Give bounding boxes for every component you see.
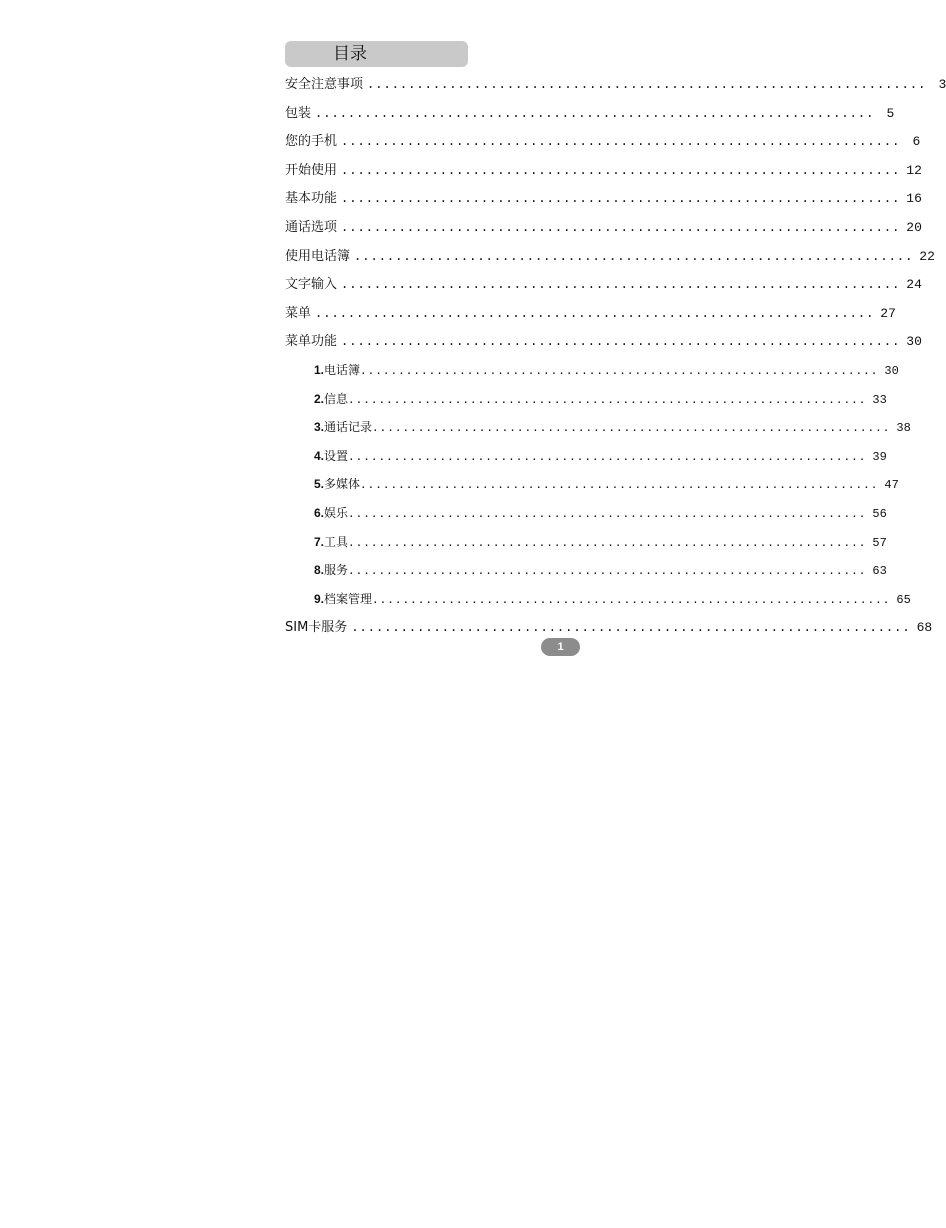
toc-entry-page: 24	[906, 277, 922, 293]
toc-entry[interactable]	[285, 242, 935, 271]
toc-entry-label: 菜单功能	[285, 334, 338, 350]
toc-subentry[interactable]	[285, 585, 911, 614]
toc-entry-page: 16	[906, 191, 922, 207]
leader-dots: ....................................................................	[341, 191, 901, 206]
toc-subentry-label: 娱乐	[324, 505, 349, 520]
leader-dots: ....................................................................	[341, 134, 901, 149]
toc-entry-page: 27	[880, 305, 896, 321]
leader-dots: ....................................................................	[372, 421, 891, 435]
toc-entry-label: 文字输入	[285, 277, 338, 293]
toc-entry[interactable]	[285, 156, 922, 185]
toc-entry[interactable]	[285, 184, 922, 213]
toc-subentry-label: 电话簿	[324, 362, 361, 377]
toc-title: 目录	[285, 41, 468, 67]
toc-subentry-page: 56	[872, 506, 887, 521]
toc-subentry-number: 8.	[314, 563, 325, 578]
toc-entry-label: 基本功能	[285, 191, 338, 207]
toc-subentry-page: 63	[872, 564, 887, 579]
leader-dots: ....................................................................	[372, 592, 891, 606]
table-of-contents	[285, 41, 946, 642]
toc-entry[interactable]	[285, 613, 933, 642]
toc-subentry-page: 30	[884, 363, 899, 378]
toc-subentry-label: 服务	[324, 563, 349, 578]
leader-dots: ....................................................................	[360, 478, 879, 492]
toc-subentry[interactable]	[285, 356, 899, 385]
leader-dots: ....................................................................	[341, 219, 901, 234]
toc-subentry-label: 设置	[324, 448, 349, 463]
toc-subentry-number: 9.	[314, 591, 325, 606]
toc-subentry-page: 38	[896, 421, 911, 436]
toc-subentry-page: 47	[884, 478, 899, 493]
leader-dots: ....................................................................	[351, 620, 911, 635]
toc-subentry[interactable]	[285, 442, 887, 471]
toc-subentry-page: 33	[872, 392, 887, 407]
toc-subentry-page: 65	[896, 592, 911, 607]
toc-subentry-label: 多媒体	[324, 477, 361, 492]
toc-entry-page: 68	[916, 620, 933, 636]
leader-dots: ....................................................................	[348, 564, 867, 578]
leader-dots: ....................................................................	[354, 248, 914, 263]
toc-subentry-number: 2.	[314, 391, 325, 406]
toc-entry-page: 5	[886, 105, 895, 121]
toc-entry-label: 您的手机	[285, 134, 338, 150]
toc-subentry-number: 6.	[314, 505, 325, 520]
leader-dots: ....................................................................	[348, 392, 867, 406]
toc-entry-page: 30	[906, 334, 922, 350]
toc-subentry-label: 档案管理	[324, 591, 373, 606]
toc-subentry-number: 3.	[314, 420, 325, 435]
toc-subentry-page: 57	[872, 535, 887, 550]
toc-entry[interactable]	[285, 127, 921, 156]
toc-entry-label: 使用电话簿	[285, 248, 351, 264]
toc-entry-page: 12	[906, 162, 922, 178]
toc-entry-page: 6	[912, 134, 921, 150]
leader-dots: ....................................................................	[315, 305, 875, 320]
leader-dots: ....................................................................	[348, 535, 867, 549]
toc-subentry[interactable]	[285, 385, 887, 414]
leader-dots: ....................................................................	[360, 363, 879, 377]
toc-subentry-number: 4.	[314, 448, 325, 463]
toc-subentry-page: 39	[872, 449, 887, 464]
toc-subentry-number: 5.	[314, 477, 325, 492]
leader-dots: ....................................................................	[341, 277, 901, 292]
page-number-badge: 1	[541, 638, 580, 656]
toc-entry[interactable]	[285, 299, 896, 328]
toc-subentry[interactable]	[285, 528, 887, 557]
leader-dots: ....................................................................	[315, 105, 875, 120]
toc-entry[interactable]	[285, 99, 895, 128]
toc-entry[interactable]	[285, 70, 946, 99]
toc-subentry-number: 7.	[314, 534, 325, 549]
toc-entry[interactable]	[285, 327, 922, 356]
leader-dots: ....................................................................	[348, 449, 867, 463]
leader-dots: ....................................................................	[341, 162, 901, 177]
toc-entry-label: 开始使用	[285, 162, 338, 178]
toc-subentry-label: 工具	[324, 534, 349, 549]
toc-subentry[interactable]	[285, 470, 899, 499]
toc-subentry[interactable]	[285, 499, 887, 528]
toc-subentry[interactable]	[285, 556, 887, 585]
toc-subentry-number: 1.	[314, 362, 325, 377]
leader-dots: ....................................................................	[341, 334, 901, 349]
toc-entry-label: 安全注意事项	[285, 77, 364, 92]
toc-subentry-label: 通话记录	[324, 420, 373, 435]
toc-entry-page: 22	[919, 248, 935, 264]
toc-entry-label: 菜单	[285, 305, 312, 321]
toc-entry-page: 3	[938, 77, 946, 92]
toc-entry[interactable]	[285, 213, 922, 242]
toc-entry[interactable]	[285, 270, 922, 299]
toc-entry-page: 20	[906, 219, 922, 235]
toc-subentry[interactable]	[285, 413, 911, 442]
toc-entry-label: 通话选项	[285, 219, 338, 235]
toc-entry-label: 包装	[285, 105, 312, 121]
leader-dots: ....................................................................	[367, 77, 927, 91]
toc-entries	[285, 70, 946, 642]
toc-subentry-label: 信息	[324, 391, 349, 406]
toc-entry-label: SIM卡服务	[285, 620, 348, 636]
leader-dots: ....................................................................	[348, 506, 867, 520]
